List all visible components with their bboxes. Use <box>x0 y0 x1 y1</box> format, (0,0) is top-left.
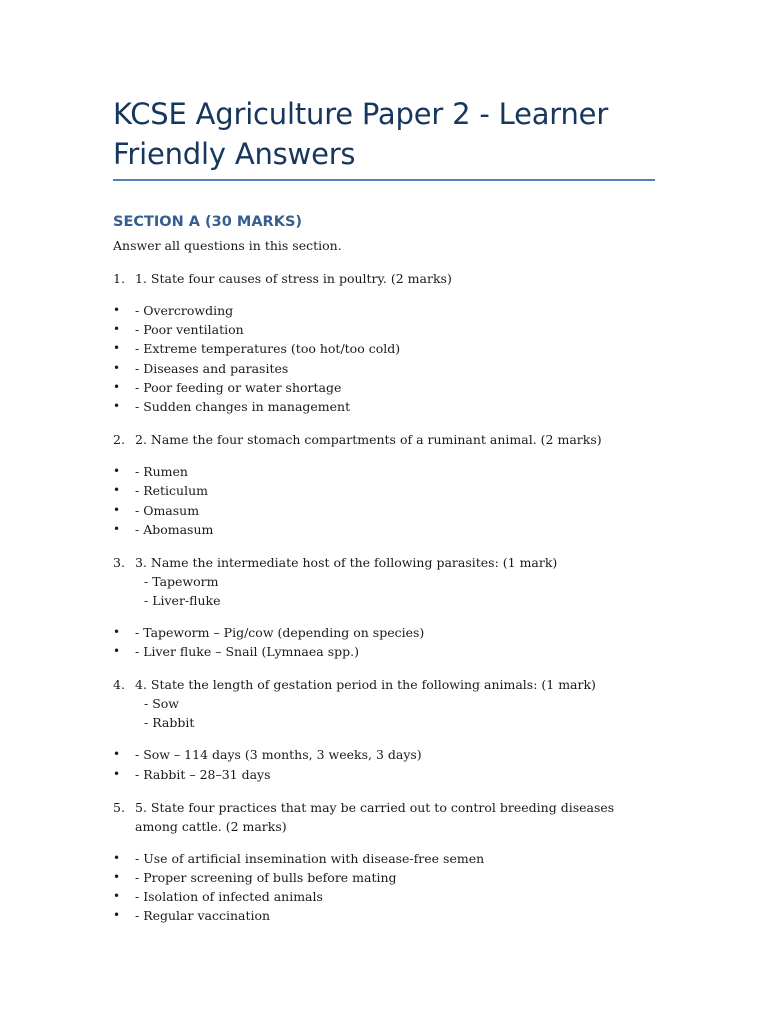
answer-item <box>113 520 655 539</box>
answer-text: - Overcrowding <box>135 303 234 318</box>
answer-text: - Isolation of infected animals <box>135 889 323 905</box>
answer-item <box>113 501 655 520</box>
answer-text: - Rumen <box>135 464 188 480</box>
bullet-icon: • <box>113 502 121 517</box>
bullet-icon: • <box>113 889 121 904</box>
bullet-icon: • <box>113 908 121 923</box>
question-text: 5. State four practices that may be carried out to control breeding diseases among cattle. (2 marks) <box>135 799 615 834</box>
question-item <box>113 430 655 449</box>
answer-item <box>113 481 655 500</box>
question-item <box>113 553 655 610</box>
question-sub-item: - Sow <box>144 696 179 712</box>
answer-item <box>113 378 655 397</box>
answer-text: - Reticulum <box>135 483 208 499</box>
answer-list <box>113 849 655 926</box>
answer-text: - Omasum <box>135 502 200 518</box>
question-text: 4. State the length of gestation period in the following animals: (1 mark) <box>135 677 596 693</box>
answer-item <box>113 849 655 868</box>
bullet-icon: • <box>113 850 121 865</box>
answer-list <box>113 623 655 661</box>
bullet-icon: • <box>113 341 121 356</box>
answer-item <box>113 887 655 906</box>
bullet-icon: • <box>113 464 121 479</box>
answer-text: - Sow – 114 days (3 months, 3 weeks, 3 days) <box>135 747 422 763</box>
question-number: 1. <box>113 271 125 286</box>
answer-item <box>113 320 655 339</box>
answer-text: - Diseases and parasites <box>135 360 289 376</box>
answer-text: - Rabbit – 28–31 days <box>135 766 271 782</box>
answer-item <box>113 765 655 784</box>
answer-item <box>113 623 655 642</box>
bullet-icon: • <box>113 303 121 317</box>
answer-item <box>113 745 655 764</box>
question-number: 3. <box>113 555 125 571</box>
answer-text: - Abomasum <box>135 521 214 537</box>
bullet-icon: • <box>113 644 121 659</box>
bullet-icon: • <box>113 483 121 498</box>
question-sub-item: - Rabbit <box>144 715 195 731</box>
bullet-icon: • <box>113 870 121 885</box>
answer-list <box>113 462 655 539</box>
bullet-icon: • <box>113 399 121 414</box>
answer-text: - Use of artificial insemination with disease-free semen <box>135 850 485 866</box>
question-item <box>113 269 655 288</box>
answer-text: - Sudden changes in management <box>135 399 351 415</box>
answer-item <box>113 359 655 378</box>
answer-item <box>113 868 655 887</box>
bullet-icon: • <box>113 625 121 640</box>
answer-text: - Extreme temperatures (too hot/too cold) <box>135 341 401 357</box>
bullet-icon: • <box>113 379 121 394</box>
question-sub-item: - Liver-fluke <box>144 593 221 609</box>
answer-item <box>113 906 655 925</box>
answer-item <box>113 462 655 481</box>
question-number: 5. <box>113 799 125 815</box>
answer-item <box>113 642 655 661</box>
bullet-icon: • <box>113 322 121 337</box>
section-instruction: Answer all questions in this section. <box>113 238 342 253</box>
answer-text: - Poor feeding or water shortage <box>135 379 342 395</box>
document-page <box>113 94 655 926</box>
document-title: KCSE Agriculture Paper 2 - Learner Friendly Answers <box>113 97 609 171</box>
bullet-icon: • <box>113 521 121 536</box>
question-item <box>113 675 655 732</box>
bullet-icon: • <box>113 747 121 762</box>
question-text: 3. Name the intermediate host of the following parasites: (1 mark) <box>135 555 558 571</box>
section-heading: SECTION A (30 MARKS) <box>113 214 303 230</box>
question-number: 2. <box>113 432 125 448</box>
answer-item <box>113 339 655 358</box>
answer-text: - Tapeworm – Pig/cow (depending on species) <box>135 625 425 641</box>
question-text: 1. State four causes of stress in poultry. (2 marks) <box>135 271 452 286</box>
answer-text: - Liver fluke – Snail (Lymnaea spp.) <box>135 644 359 660</box>
question-item <box>113 798 655 836</box>
answer-item <box>113 301 655 320</box>
bullet-icon: • <box>113 766 121 781</box>
answer-item <box>113 397 655 416</box>
title-underline <box>113 179 655 181</box>
answer-list <box>113 301 655 416</box>
bullet-icon: • <box>113 360 121 375</box>
question-sub-item: - Tapeworm <box>144 574 219 590</box>
question-list <box>113 269 655 926</box>
question-text: 2. Name the four stomach compartments of a ruminant animal. (2 marks) <box>135 432 602 448</box>
answer-text: - Poor ventilation <box>135 322 244 338</box>
answer-text: - Regular vaccination <box>135 908 271 924</box>
answer-text: - Proper screening of bulls before mating <box>135 870 397 886</box>
question-number: 4. <box>113 677 125 693</box>
answer-list <box>113 745 655 783</box>
